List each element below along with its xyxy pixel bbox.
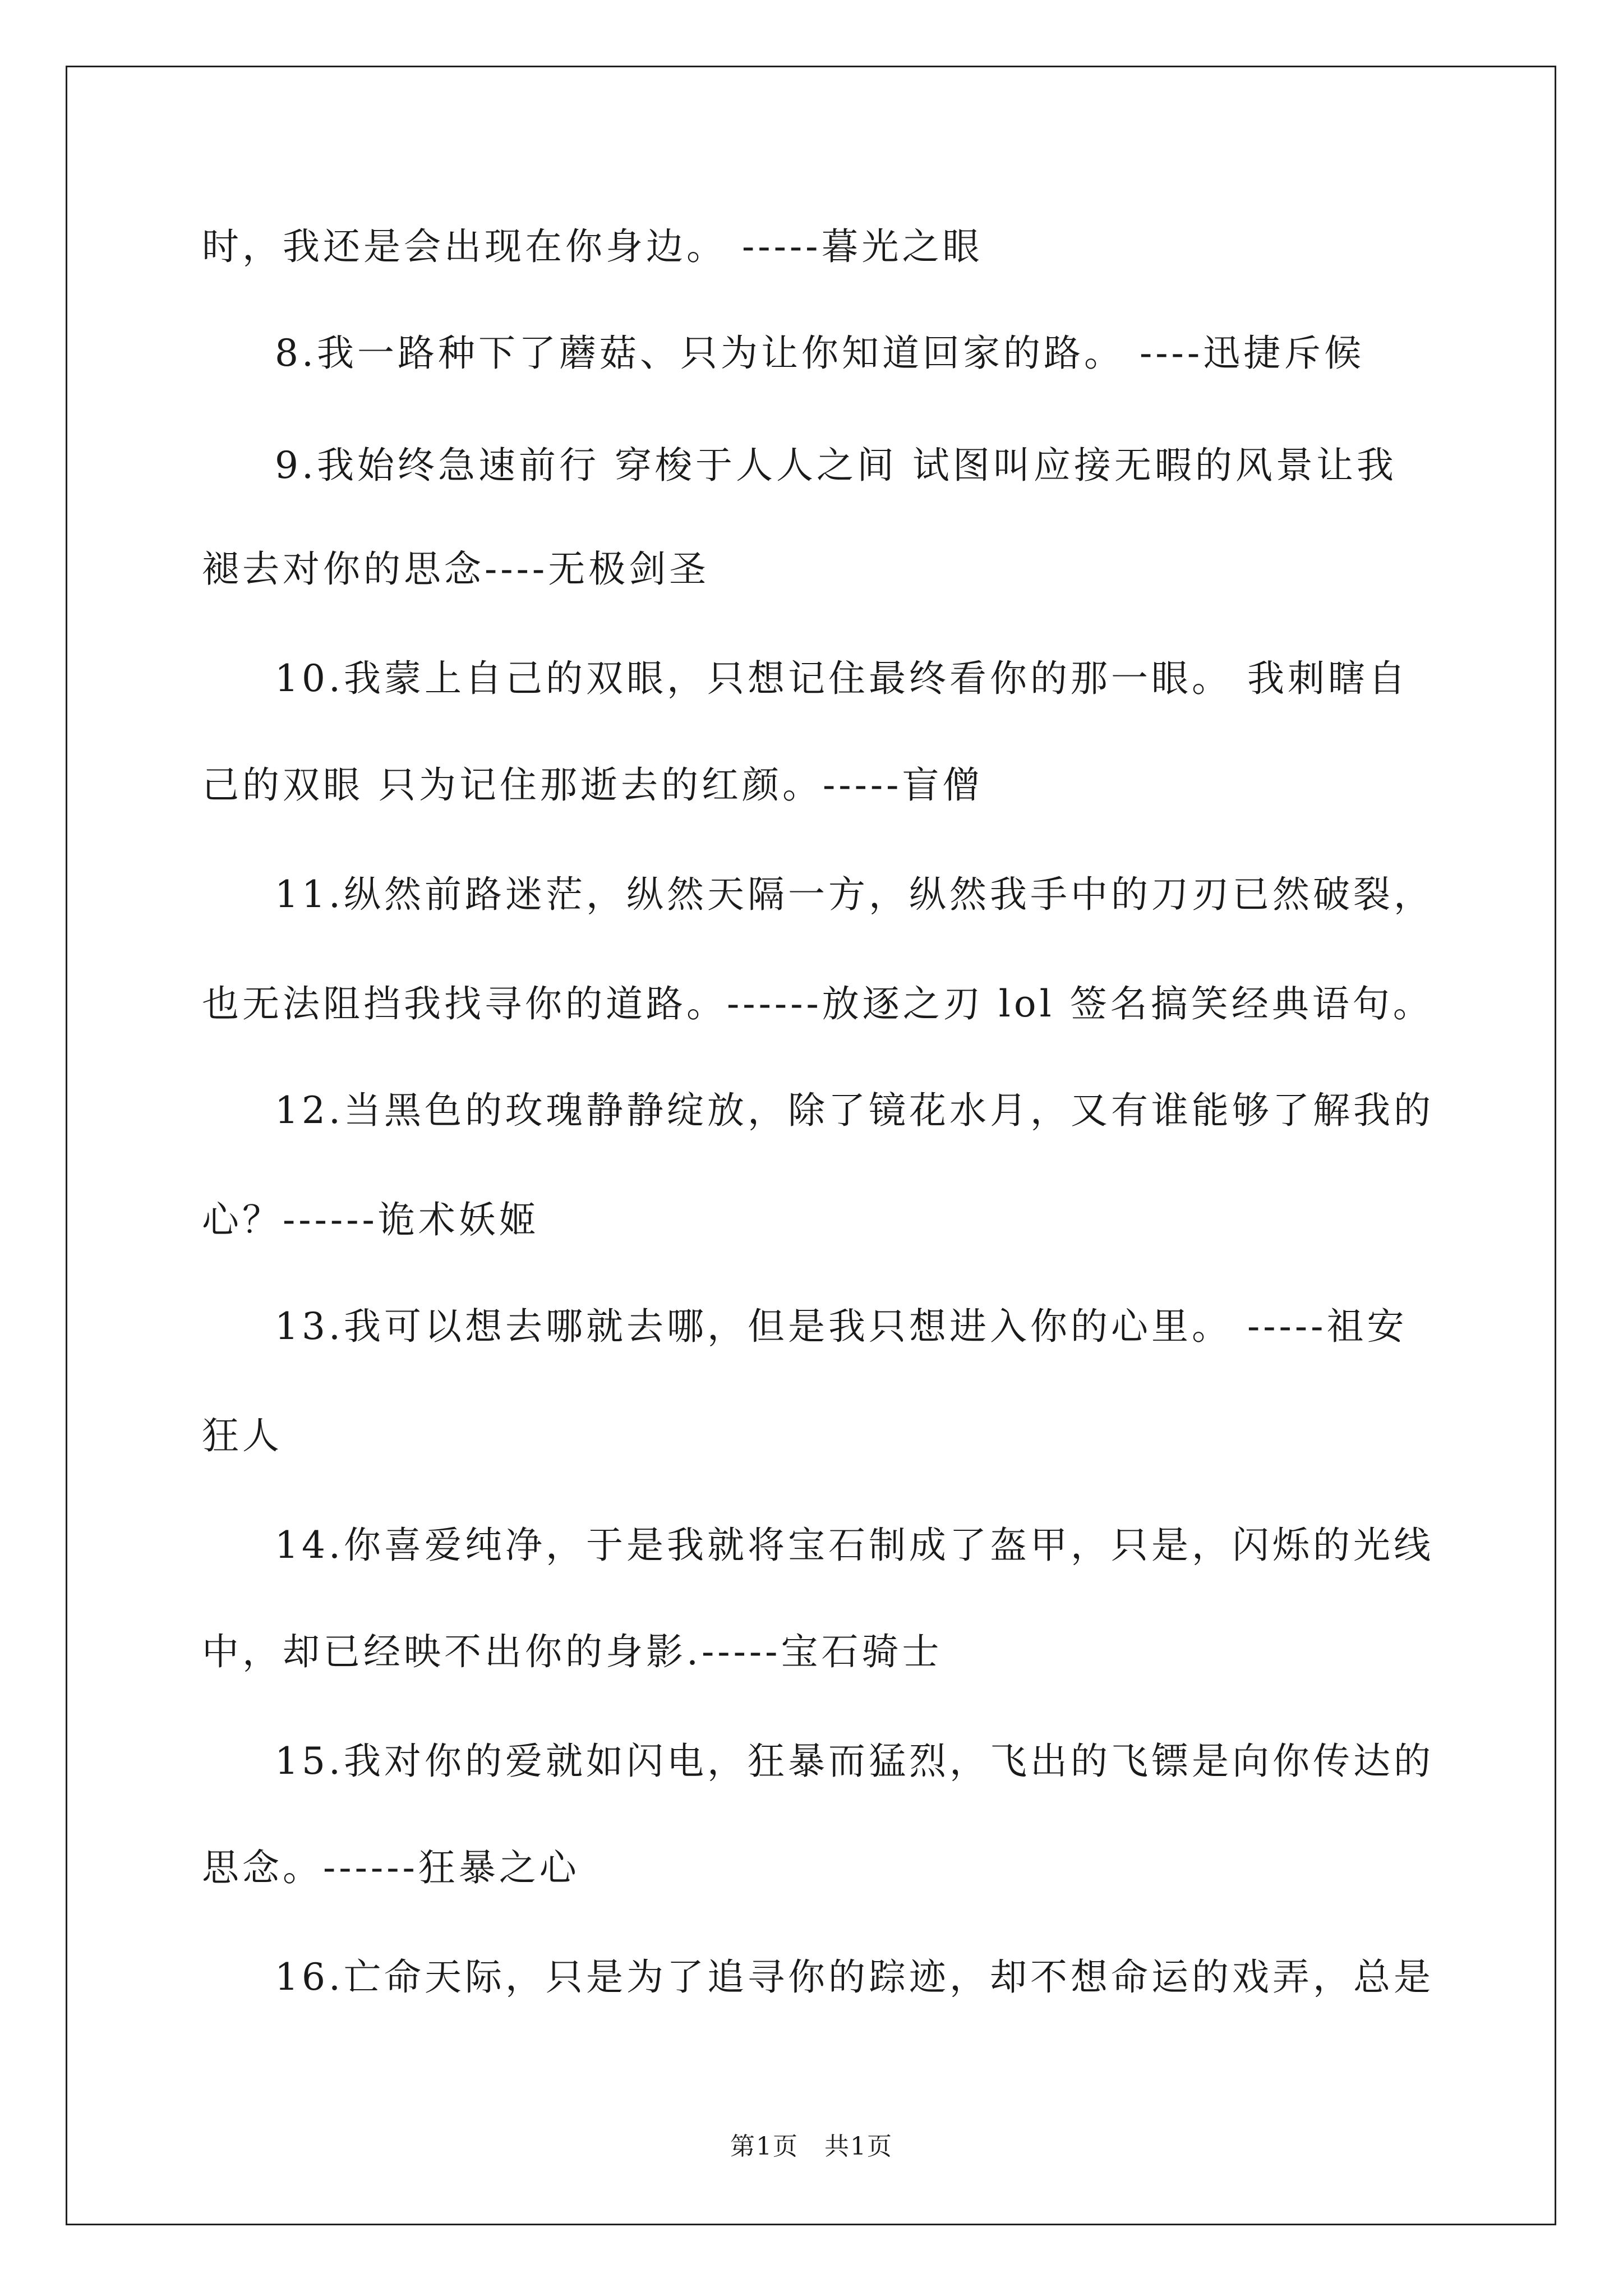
text-line: 思念。------狂暴之心 [202, 1846, 580, 1889]
text-line: 中，却已经映不出你的身影.-----宝石骑士 [202, 1630, 943, 1673]
text-line: 己的双眼 只为记住那逝去的红颜。-----盲僧 [202, 763, 983, 807]
text-line: 狂人 [202, 1414, 283, 1457]
text-line: 时，我还是会出现在你身边。 -----暮光之眼 [202, 225, 983, 268]
text-line: 8.我一路种下了蘑菇、只为让你知道回家的路。 ----迅捷斥候 [275, 332, 1365, 375]
text-line: 15.我对你的爱就如闪电，狂暴而猛烈，飞出的飞镖是向你传达的 [275, 1740, 1434, 1783]
text-line: 12.当黑色的玫瑰静静绽放，除了镜花水月，又有谁能够了解我的 [275, 1089, 1434, 1132]
text-line: 9.我始终急速前行 穿梭于人人之间 试图叫应接无暇的风景让我 [275, 444, 1397, 487]
page-footer: 第1页 共1页 [730, 2132, 893, 2161]
text-line: 11.纵然前路迷茫，纵然天隔一方，纵然我手中的刀刃已然破裂， [275, 873, 1434, 916]
text-line: 10.我蒙上自己的双眼，只想记住最终看你的那一眼。 我刺瞎自 [275, 657, 1409, 700]
text-line: 16.亡命天际，只是为了追寻你的踪迹，却不想命运的戏弄，总是 [275, 1955, 1434, 1999]
text-line: 心？------诡术妖姬 [202, 1198, 540, 1241]
page-border [66, 66, 1556, 2225]
text-line: 13.我可以想去哪就去哪，但是我只想进入你的心里。 -----祖安 [275, 1305, 1408, 1348]
text-line: 也无法阻挡我找寻你的道路。------放逐之刃 lol 签名搞笑经典语句。 [202, 982, 1433, 1025]
text-line: 14.你喜爱纯净，于是我就将宝石制成了盔甲，只是，闪烁的光线 [275, 1524, 1434, 1567]
text-line: 褪去对你的思念----无极剑圣 [202, 547, 710, 591]
